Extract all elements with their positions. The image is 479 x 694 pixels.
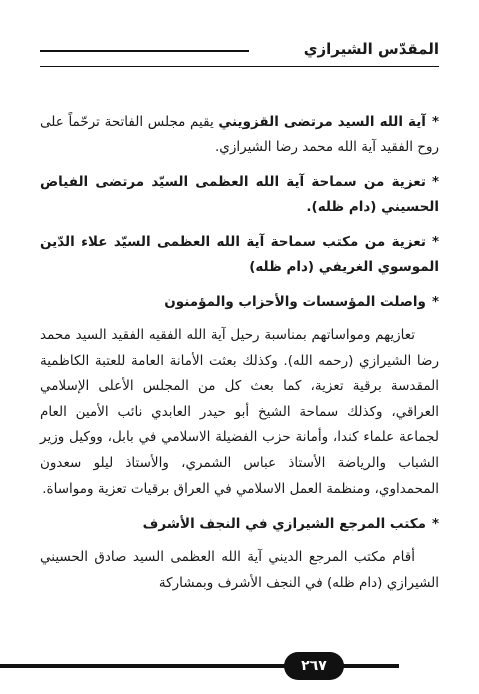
bullet-marker: * — [431, 294, 439, 310]
section-heading — [40, 290, 439, 315]
bullet-marker: * — [431, 174, 439, 190]
item-heading: تعزية من سماحة آية الله العظمى السيّد مرتضى الفياض الحسيني (دام ظله). — [40, 174, 439, 215]
list-item — [40, 110, 439, 160]
header-rule — [40, 50, 249, 52]
section-heading-text: مكتب المرجع الشيرازي في النجف الأشرف — [142, 516, 426, 533]
bullet-marker: * — [431, 234, 439, 250]
list-item — [40, 230, 439, 280]
section-body: أقام مكتب المرجع الديني آية الله العظمى السيد صادق الحسيني الشيرازي (دام ظله) في النجف الأشرف وبمشاركة — [40, 549, 439, 591]
page-footer — [0, 650, 439, 680]
header-underline — [40, 66, 439, 67]
item-text: يقيم مجلس الفاتحة ترحّماً على روح الفقيد آية الله محمد رضا الشيرازي. — [40, 114, 439, 155]
running-title: المقدّس الشيرازي — [303, 40, 439, 58]
page-header — [40, 36, 439, 72]
page-number: ٢٦٧ — [284, 652, 344, 680]
item-heading: آية الله السيد مرتضى القزويني — [218, 114, 426, 130]
bullet-marker: * — [431, 114, 439, 130]
list-item — [40, 170, 439, 220]
section-body: تعازيهم ومواساتهم بمناسبة رحيل آية الله الفقيه الفقيد السيد محمد رضا الشيرازي (رحمه الله). وكذلك بعثت الأمانة العامة للعتبة الكاظمية المقدسة برقية تعزية، كما بعث كل من المجلس الأعلى الإسلامي العراقي، وكذلك سماحة الشيخ أبو حيدر العابدي نائب الأمين العام لجماعة علماء كندا، وأمانة حزب الفضيلة الاسلامي في بابل، ووكيل وزير الشباب والرياضة الأستاذ عباس الشمري، والأستاذ ليلو سعدون المحمداوي، ومنظمة العمل الاسلامي في العراق برقيات تعزية ومواساة. — [40, 327, 439, 497]
item-heading: تعزية من مكتب سماحة آية الله العظمى السيّد علاء الدّين الموسوي الغريفي (دام ظله) — [40, 234, 439, 275]
section-heading-text: واصلت المؤسسات والأحزاب والمؤمنون — [164, 294, 426, 310]
bullet-marker: * — [431, 516, 439, 533]
section-heading — [40, 512, 439, 537]
page-body — [40, 110, 439, 606]
